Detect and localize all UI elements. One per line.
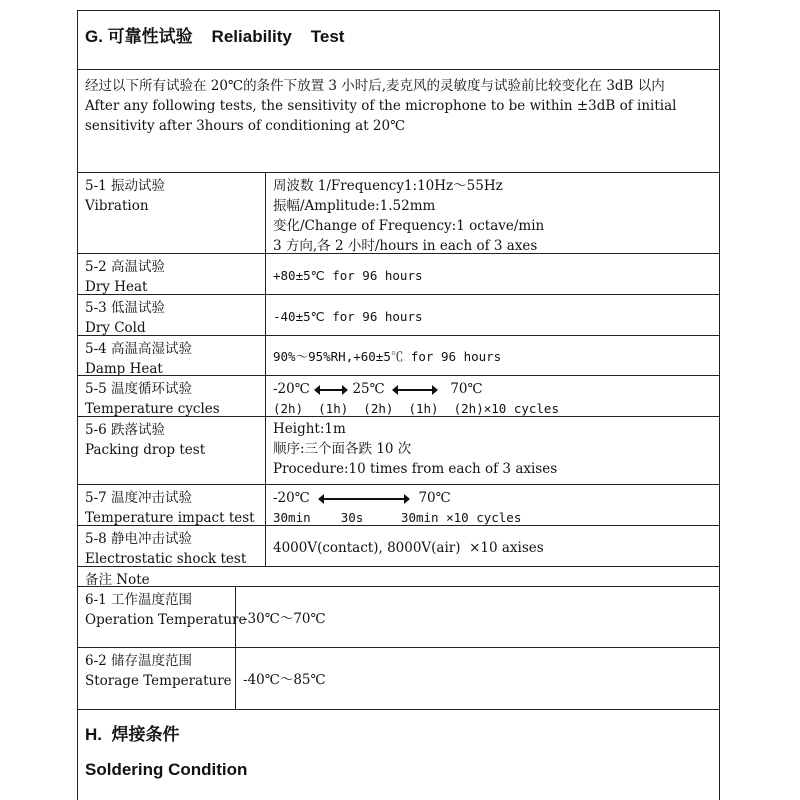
note-name-en: Storage Temperature	[85, 673, 232, 689]
double-arrow-icon	[318, 494, 410, 504]
test-detail-line: 振幅/Amplitude:1.52mm	[273, 198, 436, 214]
test-row	[78, 485, 719, 526]
temp-label: 70℃	[418, 490, 451, 506]
note-name-cell	[78, 648, 236, 709]
test-name-cn: 5-2 高温试验	[85, 259, 166, 275]
test-row	[78, 254, 719, 295]
note-name-cn: 6-1 工作温度范围	[85, 592, 193, 608]
note-item-row	[78, 587, 719, 648]
note-name-cell	[78, 587, 247, 647]
temp-label: -20℃	[273, 490, 310, 506]
test-name-cn: 5-3 低温试验	[85, 300, 166, 316]
cycle-timing: (2h) (1h) (2h) (1h) (2h)×10 cycles	[273, 401, 559, 416]
intro-text	[85, 76, 713, 136]
note-row	[78, 567, 719, 587]
test-row	[78, 295, 719, 336]
test-name-en: Dry Cold	[85, 320, 146, 336]
test-name-cell	[78, 173, 266, 253]
test-detail-line: 顺序:三个面各跌 10 次	[273, 441, 412, 457]
note-value-cell	[236, 587, 719, 647]
test-name-en: Vibration	[85, 198, 149, 214]
intro-cn: 经过以下所有试验在 20℃的条件下放置 3 小时后,麦克风的灵敏度与试验前比较变化在 3dB 以内	[85, 78, 665, 94]
section-h-subtitle: Soldering Condition	[85, 760, 248, 779]
note-value-cell	[236, 648, 719, 709]
section-g-intro	[78, 70, 719, 173]
test-detail: 4000V(contact), 8000V(air) ×10 axises	[273, 539, 544, 556]
test-detail-line: Height:1m	[273, 421, 346, 437]
test-name-cell	[78, 485, 266, 525]
test-name-cn: 5-6 跌落试验	[85, 422, 166, 438]
section-h	[78, 710, 719, 800]
intro-en: After any following tests, the sensitivity of the microphone to be within ±3dB of initial sensitivity after 3hours of conditioning at 20℃	[85, 98, 677, 134]
test-row	[78, 417, 719, 485]
test-name-cell	[78, 336, 266, 375]
test-detail: +80±5℃ for 96 hours	[273, 267, 423, 283]
test-row	[78, 376, 719, 417]
section-h-title: H. 焊接条件	[85, 725, 180, 744]
note-label: 备注 Note	[85, 572, 150, 588]
test-name-cell	[78, 254, 266, 294]
test-name-cell	[78, 295, 266, 335]
section-g-header	[78, 11, 719, 70]
test-detail-cell	[266, 173, 719, 253]
test-detail-cell	[266, 295, 719, 335]
cycle-timing: 30min 30s 30min ×10 cycles	[273, 510, 522, 525]
test-name-cell	[78, 376, 266, 416]
test-row	[78, 336, 719, 376]
test-detail-line: 周波数 1/Frequency1:10Hz～55Hz	[273, 178, 503, 194]
test-row	[78, 526, 719, 567]
test-name-en: Electrostatic shock test	[85, 551, 247, 567]
reliability-spec-sheet	[77, 10, 720, 800]
note-name-en: Operation Temperature	[85, 612, 247, 628]
test-name-en: Damp Heat	[85, 361, 163, 377]
test-detail-line: 3 方向,各 2 小时/hours in each of 3 axes	[273, 238, 538, 254]
temp-label: -20℃	[273, 381, 310, 397]
test-name-cn: 5-5 温度循环试验	[85, 381, 193, 397]
test-detail: -40±5℃ for 96 hours	[273, 308, 423, 324]
test-detail-cell	[266, 485, 719, 525]
test-name-en: Temperature impact test	[85, 510, 255, 526]
test-detail-cell	[266, 376, 719, 416]
test-detail-cell	[266, 254, 719, 294]
test-name-en: Temperature cycles	[85, 401, 220, 417]
test-detail-cell	[266, 526, 719, 566]
test-detail-cell	[266, 417, 719, 484]
test-name-cn: 5-8 静电冲击试验	[85, 531, 193, 547]
temp-label: 25℃	[352, 381, 385, 397]
temperature-sequence	[273, 488, 719, 508]
test-name-cell	[78, 526, 266, 566]
test-detail-line: Procedure:10 times from each of 3 axises	[273, 461, 558, 477]
test-row	[78, 173, 719, 254]
test-detail-cell	[266, 336, 719, 375]
double-arrow-icon	[392, 385, 438, 395]
test-name-cn: 5-7 温度冲击试验	[85, 490, 193, 506]
note-item-row	[78, 648, 719, 710]
temp-label: 70℃	[450, 381, 483, 397]
section-g-title: G. 可靠性试验 Reliability Test	[85, 27, 345, 46]
test-detail-line: 变化/Change of Frequency:1 octave/min	[273, 218, 545, 234]
test-name-cn: 5-1 振动试验	[85, 178, 166, 194]
temperature-sequence	[273, 379, 719, 399]
test-name-en: Packing drop test	[85, 442, 206, 458]
note-value: -40℃～85℃	[243, 672, 326, 688]
test-name-cn: 5-4 高温高湿试验	[85, 341, 193, 357]
note-value: -30℃～70℃	[243, 611, 326, 627]
double-arrow-icon	[314, 385, 348, 395]
test-detail: 90%～95%RH,+60±5℃ for 96 hours	[273, 349, 502, 364]
test-name-en: Dry Heat	[85, 279, 148, 295]
test-name-cell	[78, 417, 266, 484]
note-name-cn: 6-2 储存温度范围	[85, 653, 193, 669]
